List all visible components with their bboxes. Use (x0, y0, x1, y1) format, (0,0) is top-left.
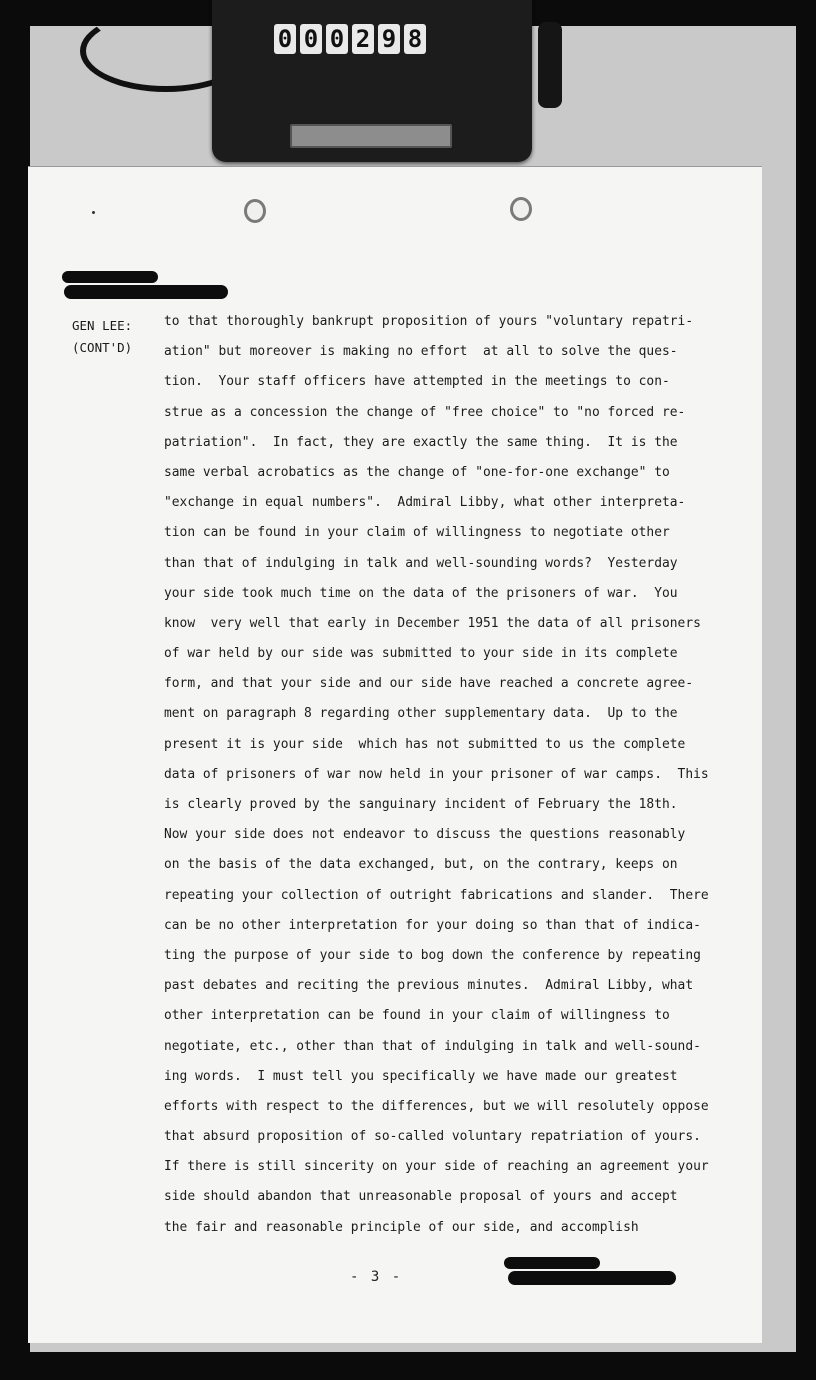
redaction-bar-top (62, 271, 158, 283)
redaction-bar-bottom (504, 1257, 600, 1269)
text-line: same verbal acrobatics as the change of "one-for-one exchange" to (164, 464, 670, 480)
text-line: to that thoroughly bankrupt proposition of yours "voluntary repatri- (164, 314, 694, 329)
text-line: tion can be found in your claim of willingness to negotiate other (164, 525, 670, 541)
counter-digit: 2 (352, 24, 374, 54)
text-line: of war held by our side was submitted to your side in its complete (164, 646, 678, 662)
text-line: past debates and reciting the previous minutes. Admiral Libby, what (164, 978, 694, 994)
text-line: on the basis of the data exchanged, but, on the contrary, keeps on (164, 857, 678, 873)
speaker-label: GEN LEE: (CONT'D) (72, 318, 133, 355)
text-line: Now your side does not endeavor to discuss the questions reasonably (164, 827, 686, 843)
text-line: can be no other interpretation for your doing so than that of indica- (164, 917, 701, 933)
text-line: side should abandon that unreasonable proposal of yours and accept (164, 1189, 678, 1205)
text-line: ation" but moreover is making no effort at all to solve the ques- (164, 344, 678, 360)
text-line: data of prisoners of war now held in your prisoner of war camps. This (164, 766, 709, 782)
text-line: ting the purpose of your side to bog down the conference by repeating (164, 947, 701, 963)
text-line: the fair and reasonable principle of our side, and accomplish (164, 1219, 639, 1235)
text-line: than that of indulging in talk and well-sounding words? Yesterday (164, 555, 678, 571)
text-line: "exchange in equal numbers". Admiral Libby, what other interpreta- (164, 495, 686, 511)
scan-speck (92, 211, 95, 214)
counter-digit: 0 (274, 24, 296, 54)
text-line: tion. Your staff officers have attempted in the meetings to con- (164, 374, 670, 390)
document-page (28, 166, 762, 1343)
punch-hole-left (244, 199, 266, 223)
text-line: your side took much time on the data of the prisoners of war. You (164, 585, 678, 601)
counter-digit: 0 (300, 24, 322, 54)
text-line: present it is your side which has not submitted to us the complete (164, 736, 686, 752)
redaction-bar-bottom (508, 1271, 676, 1285)
text-line: is clearly proved by the sanguinary incident of February the 18th. (164, 797, 678, 812)
text-line: repeating your collection of outright fabrications and slander. There (164, 887, 709, 903)
page-number: - 3 - (350, 1269, 403, 1285)
text-line: efforts with respect to the differences, but we will resolutely oppose (164, 1098, 709, 1114)
text-line: form, and that your side and our side have reached a concrete agree- (164, 676, 694, 692)
text-line: ment on paragraph 8 regarding other supplementary data. Up to the (164, 706, 678, 722)
counter-digit: 0 (326, 24, 348, 54)
text-line: strue as a concession the change of "free choice" to "no forced re- (164, 404, 686, 420)
text-line: patriation". In fact, they are exactly the same thing. It is the (164, 434, 678, 450)
text-line: that absurd proposition of so-called voluntary repatriation of yours. (164, 1129, 701, 1145)
counter-nameplate (290, 124, 452, 148)
text-line: negotiate, etc., other than that of indulging in talk and well-sound- (164, 1038, 701, 1054)
counter-side-knob (538, 22, 562, 108)
text-line: know very well that early in December 1951 the data of all prisoners (164, 615, 701, 631)
text-line: other interpretation can be found in your claim of willingness to (164, 1008, 670, 1024)
page-counter-device (212, 0, 532, 162)
counter-digits (274, 24, 426, 54)
counter-digit: 9 (378, 24, 400, 54)
text-line: If there is still sincerity on your side of reaching an agreement your (164, 1159, 709, 1175)
redaction-bar-top (64, 285, 228, 299)
counter-digit: 8 (404, 24, 426, 54)
punch-hole-right (510, 197, 532, 221)
body-text (164, 307, 724, 1243)
text-line: ing words. I must tell you specifically we have made our greatest (164, 1068, 678, 1084)
